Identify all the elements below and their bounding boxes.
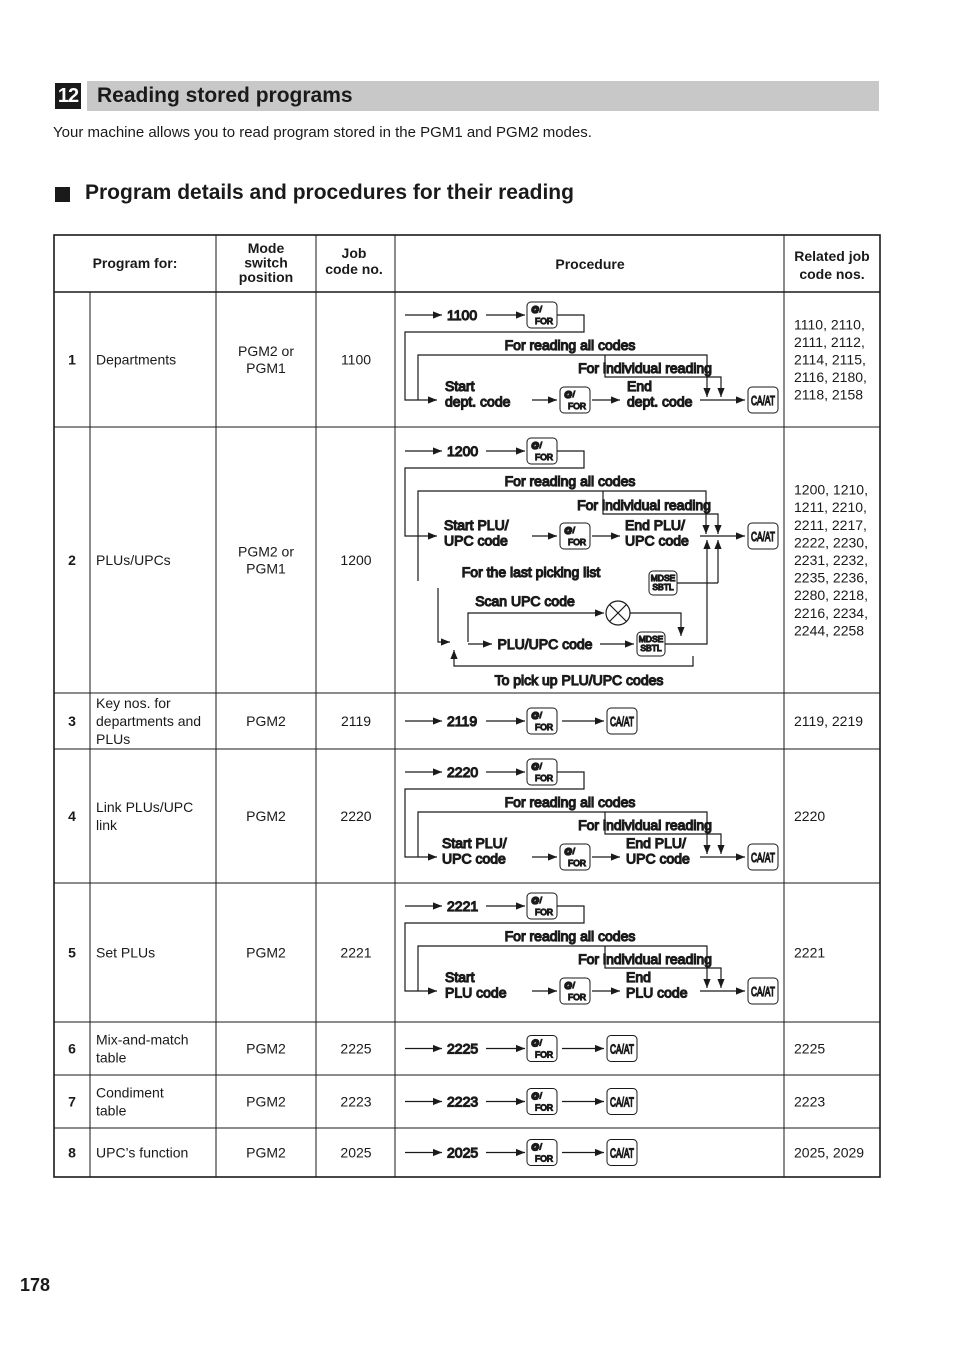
key-label-top: @/ — [531, 1141, 542, 1152]
flow-label: For reading all codes — [504, 794, 636, 810]
job-code: 2220 — [340, 808, 372, 824]
program-name: Condiment — [96, 1084, 164, 1101]
at-for-key-icon — [527, 893, 557, 919]
row-number: 3 — [68, 713, 76, 729]
program-name: Key nos. for — [96, 695, 171, 711]
job-code: 2225 — [340, 1040, 372, 1057]
flow-line — [438, 588, 450, 642]
flow-label: dept. code — [445, 393, 511, 410]
flow-label: For individual reading — [578, 817, 712, 833]
flow-label: 2025 — [447, 1144, 479, 1161]
program-name: Link PLUs/UPC — [96, 799, 194, 815]
related-codes: 2225 — [794, 1040, 826, 1057]
key-label-bottom: FOR — [568, 992, 586, 1002]
related-codes: 2025, 2029 — [794, 1144, 865, 1161]
ca-at-key-icon — [607, 1036, 637, 1062]
related-codes: 2222, 2230, — [794, 534, 868, 551]
flow-label: End — [626, 969, 651, 985]
key-label: CA/AT — [610, 1145, 635, 1161]
ca-at-key-icon — [748, 387, 778, 413]
key-label-bottom: FOR — [535, 1049, 553, 1060]
key-label-top: @/ — [531, 895, 542, 905]
job-code: 1200 — [340, 552, 372, 568]
program-name: departments and — [96, 713, 202, 729]
key-label: CA/AT — [751, 529, 776, 544]
related-codes: 2280, 2218, — [794, 587, 868, 604]
ca-at-key-icon — [748, 523, 778, 549]
related-codes: 2116, 2180, — [794, 369, 867, 386]
key-label-top: @/ — [531, 710, 542, 720]
flow-label: For reading all codes — [504, 928, 636, 944]
key-label-bottom: FOR — [568, 401, 586, 411]
related-codes: 2223 — [794, 1093, 826, 1110]
key-label-top: @/ — [531, 304, 542, 314]
flow-label: End — [627, 378, 652, 394]
header-related: code nos. — [799, 266, 865, 282]
key-label-bottom: SBTL — [652, 582, 674, 592]
mode-position: PGM2 or — [237, 543, 295, 560]
mode-position: PGM2 — [246, 1144, 286, 1161]
row-number: 5 — [68, 944, 76, 961]
job-code: 2221 — [340, 944, 372, 961]
program-name: link — [96, 817, 118, 833]
flow-label: 2119 — [447, 713, 478, 729]
key-label-bottom: FOR — [535, 1102, 553, 1113]
key-label-top: @/ — [564, 389, 575, 399]
at-for-key-icon — [527, 438, 557, 464]
mode-position: PGM2 — [246, 1040, 286, 1057]
row-number: 7 — [68, 1093, 76, 1110]
intro-text: Your machine allows you to read program stored in the PGM1 and PGM2 modes. — [53, 124, 592, 141]
program-name: table — [96, 1102, 127, 1119]
ca-at-key-icon — [607, 1140, 637, 1166]
mdse-sbtl-key-icon — [637, 632, 665, 656]
flow-label: 1100 — [447, 307, 478, 323]
related-codes: 2111, 2112, — [794, 333, 865, 350]
key-label-bottom: FOR — [568, 537, 586, 547]
flow-label: Start — [445, 378, 475, 394]
related-codes: 2216, 2234, — [794, 604, 868, 621]
header-job: Job — [341, 245, 367, 261]
at-for-key-icon — [560, 978, 590, 1004]
flow-label: For reading all codes — [504, 337, 636, 353]
at-for-key-icon — [560, 844, 590, 870]
ca-at-key-icon — [607, 1089, 637, 1115]
related-codes: 2231, 2232, — [794, 552, 868, 568]
ca-at-key-icon — [607, 708, 637, 734]
key-label-top: @/ — [531, 761, 542, 771]
flow-label: For the last picking list — [461, 564, 601, 580]
related-codes: 2114, 2115, — [794, 351, 866, 368]
at-for-key-icon — [527, 708, 557, 734]
key-label-top: @/ — [531, 440, 542, 450]
flow-label: PLU code — [626, 984, 688, 1001]
flow-label: UPC code — [625, 532, 689, 549]
mode-position: PGM2 — [246, 808, 286, 824]
mode-position: PGM1 — [246, 360, 286, 376]
job-code: 2119 — [340, 713, 372, 729]
key-label-top: @/ — [564, 980, 575, 990]
program-name: PLUs — [96, 731, 131, 747]
at-for-key-icon — [560, 387, 590, 413]
key-label: CA/AT — [610, 1041, 635, 1057]
key-label: CA/AT — [751, 850, 776, 865]
mdse-sbtl-key-icon — [649, 571, 677, 595]
header-job: code no. — [325, 261, 383, 277]
ca-at-key-icon — [748, 844, 778, 870]
key-label-bottom: SBTL — [640, 643, 662, 653]
section-title: Reading stored programs — [97, 84, 353, 107]
scan-icon — [606, 601, 630, 625]
job-code: 2223 — [340, 1093, 372, 1110]
related-codes: 2235, 2236, — [794, 569, 868, 586]
job-code: 2025 — [340, 1144, 372, 1161]
program-name: Departments — [96, 351, 177, 368]
flow-label: 2223 — [447, 1093, 479, 1110]
program-name: Set PLUs — [96, 944, 156, 961]
flow-label: PLU code — [445, 984, 507, 1001]
key-label-bottom: FOR — [535, 452, 553, 462]
flow-line — [405, 906, 584, 991]
mode-position: PGM2 or — [237, 343, 295, 359]
row-number: 6 — [68, 1040, 76, 1057]
flow-label: For individual reading — [578, 951, 712, 967]
key-label-bottom: FOR — [535, 1153, 553, 1164]
header-mode: Mode — [247, 240, 285, 256]
key-label-top: MDSE — [638, 634, 664, 644]
flow-label: End PLU/ — [626, 835, 686, 851]
key-label-bottom: FOR — [535, 907, 553, 917]
key-label-top: @/ — [531, 1037, 542, 1048]
program-name: table — [96, 1049, 127, 1066]
mode-position: PGM2 — [246, 944, 286, 961]
job-code: 1100 — [340, 351, 372, 368]
flow-label: 2225 — [447, 1040, 479, 1057]
program-name: UPC’s function — [96, 1144, 189, 1161]
page-number: 178 — [20, 1275, 51, 1295]
row-number: 1 — [68, 351, 76, 368]
flow-label: UPC code — [626, 850, 690, 867]
key-label-bottom: FOR — [535, 773, 553, 783]
related-codes: 2221 — [794, 944, 826, 961]
key-label-bottom: FOR — [568, 858, 586, 868]
key-label: CA/AT — [751, 984, 776, 999]
key-label-bottom: FOR — [535, 316, 553, 326]
key-label: CA/AT — [610, 714, 635, 729]
related-codes: 1211, 2210, — [794, 499, 867, 516]
related-codes: 1110, 2110, — [794, 316, 865, 333]
flow-label: dept. code — [627, 393, 693, 410]
at-for-key-icon — [527, 1036, 557, 1062]
related-codes: 2220 — [794, 808, 826, 824]
flow-label: Start PLU/ — [442, 835, 507, 851]
related-codes: 2244, 2258 — [794, 622, 865, 639]
flow-label: For reading all codes — [504, 473, 636, 489]
flow-label: Start — [445, 969, 475, 985]
header-mode: position — [238, 269, 294, 285]
row-number: 4 — [68, 808, 76, 824]
row-number: 2 — [68, 552, 76, 568]
flow-label: To pick up PLU/UPC codes — [494, 672, 664, 688]
header-program: Program for: — [92, 255, 178, 271]
section-number: 12 — [55, 83, 81, 109]
key-label: CA/AT — [751, 393, 776, 408]
key-label: CA/AT — [610, 1094, 635, 1110]
flow-label: End PLU/ — [625, 517, 685, 533]
flow-label: UPC code — [444, 532, 508, 549]
key-label-bottom: FOR — [535, 722, 553, 732]
flow-label: UPC code — [442, 850, 506, 867]
related-codes: 2118, 2158 — [794, 386, 864, 403]
at-for-key-icon — [527, 1089, 557, 1115]
mode-position: PGM2 — [246, 713, 286, 729]
mode-position: PGM1 — [246, 560, 286, 577]
at-for-key-icon — [560, 523, 590, 549]
row-number: 8 — [68, 1144, 76, 1161]
flow-label: PLU/UPC code — [497, 636, 593, 652]
header-related: Related job — [794, 248, 870, 264]
key-label-top: @/ — [564, 846, 575, 856]
header-procedure: Procedure — [555, 256, 625, 272]
at-for-key-icon — [527, 1140, 557, 1166]
at-for-key-icon — [527, 302, 557, 328]
at-for-key-icon — [527, 759, 557, 785]
flow-label: 2220 — [447, 764, 479, 780]
flow-label: For individual reading — [578, 360, 712, 376]
program-name: Mix-and-match — [96, 1031, 189, 1048]
header-mode: switch — [244, 254, 288, 271]
related-codes: 2119, 2219 — [794, 713, 864, 729]
program-name: PLUs/UPCs — [96, 552, 171, 568]
flow-label: For individual reading — [577, 497, 711, 513]
flow-label: 1200 — [447, 443, 479, 459]
flow-label: Start PLU/ — [444, 517, 509, 533]
flow-label: Scan UPC code — [475, 593, 575, 609]
flow-label: 2221 — [447, 898, 479, 914]
mode-position: PGM2 — [246, 1093, 286, 1110]
key-label-top: @/ — [564, 525, 575, 535]
subsection-title: Program details and procedures for their reading — [85, 181, 574, 204]
related-codes: 1200, 1210, — [794, 481, 868, 498]
related-codes: 2211, 2217, — [794, 516, 867, 533]
key-label-top: MDSE — [650, 573, 676, 583]
flow-line — [405, 315, 584, 400]
key-label-top: @/ — [531, 1090, 542, 1101]
ca-at-key-icon — [748, 978, 778, 1004]
